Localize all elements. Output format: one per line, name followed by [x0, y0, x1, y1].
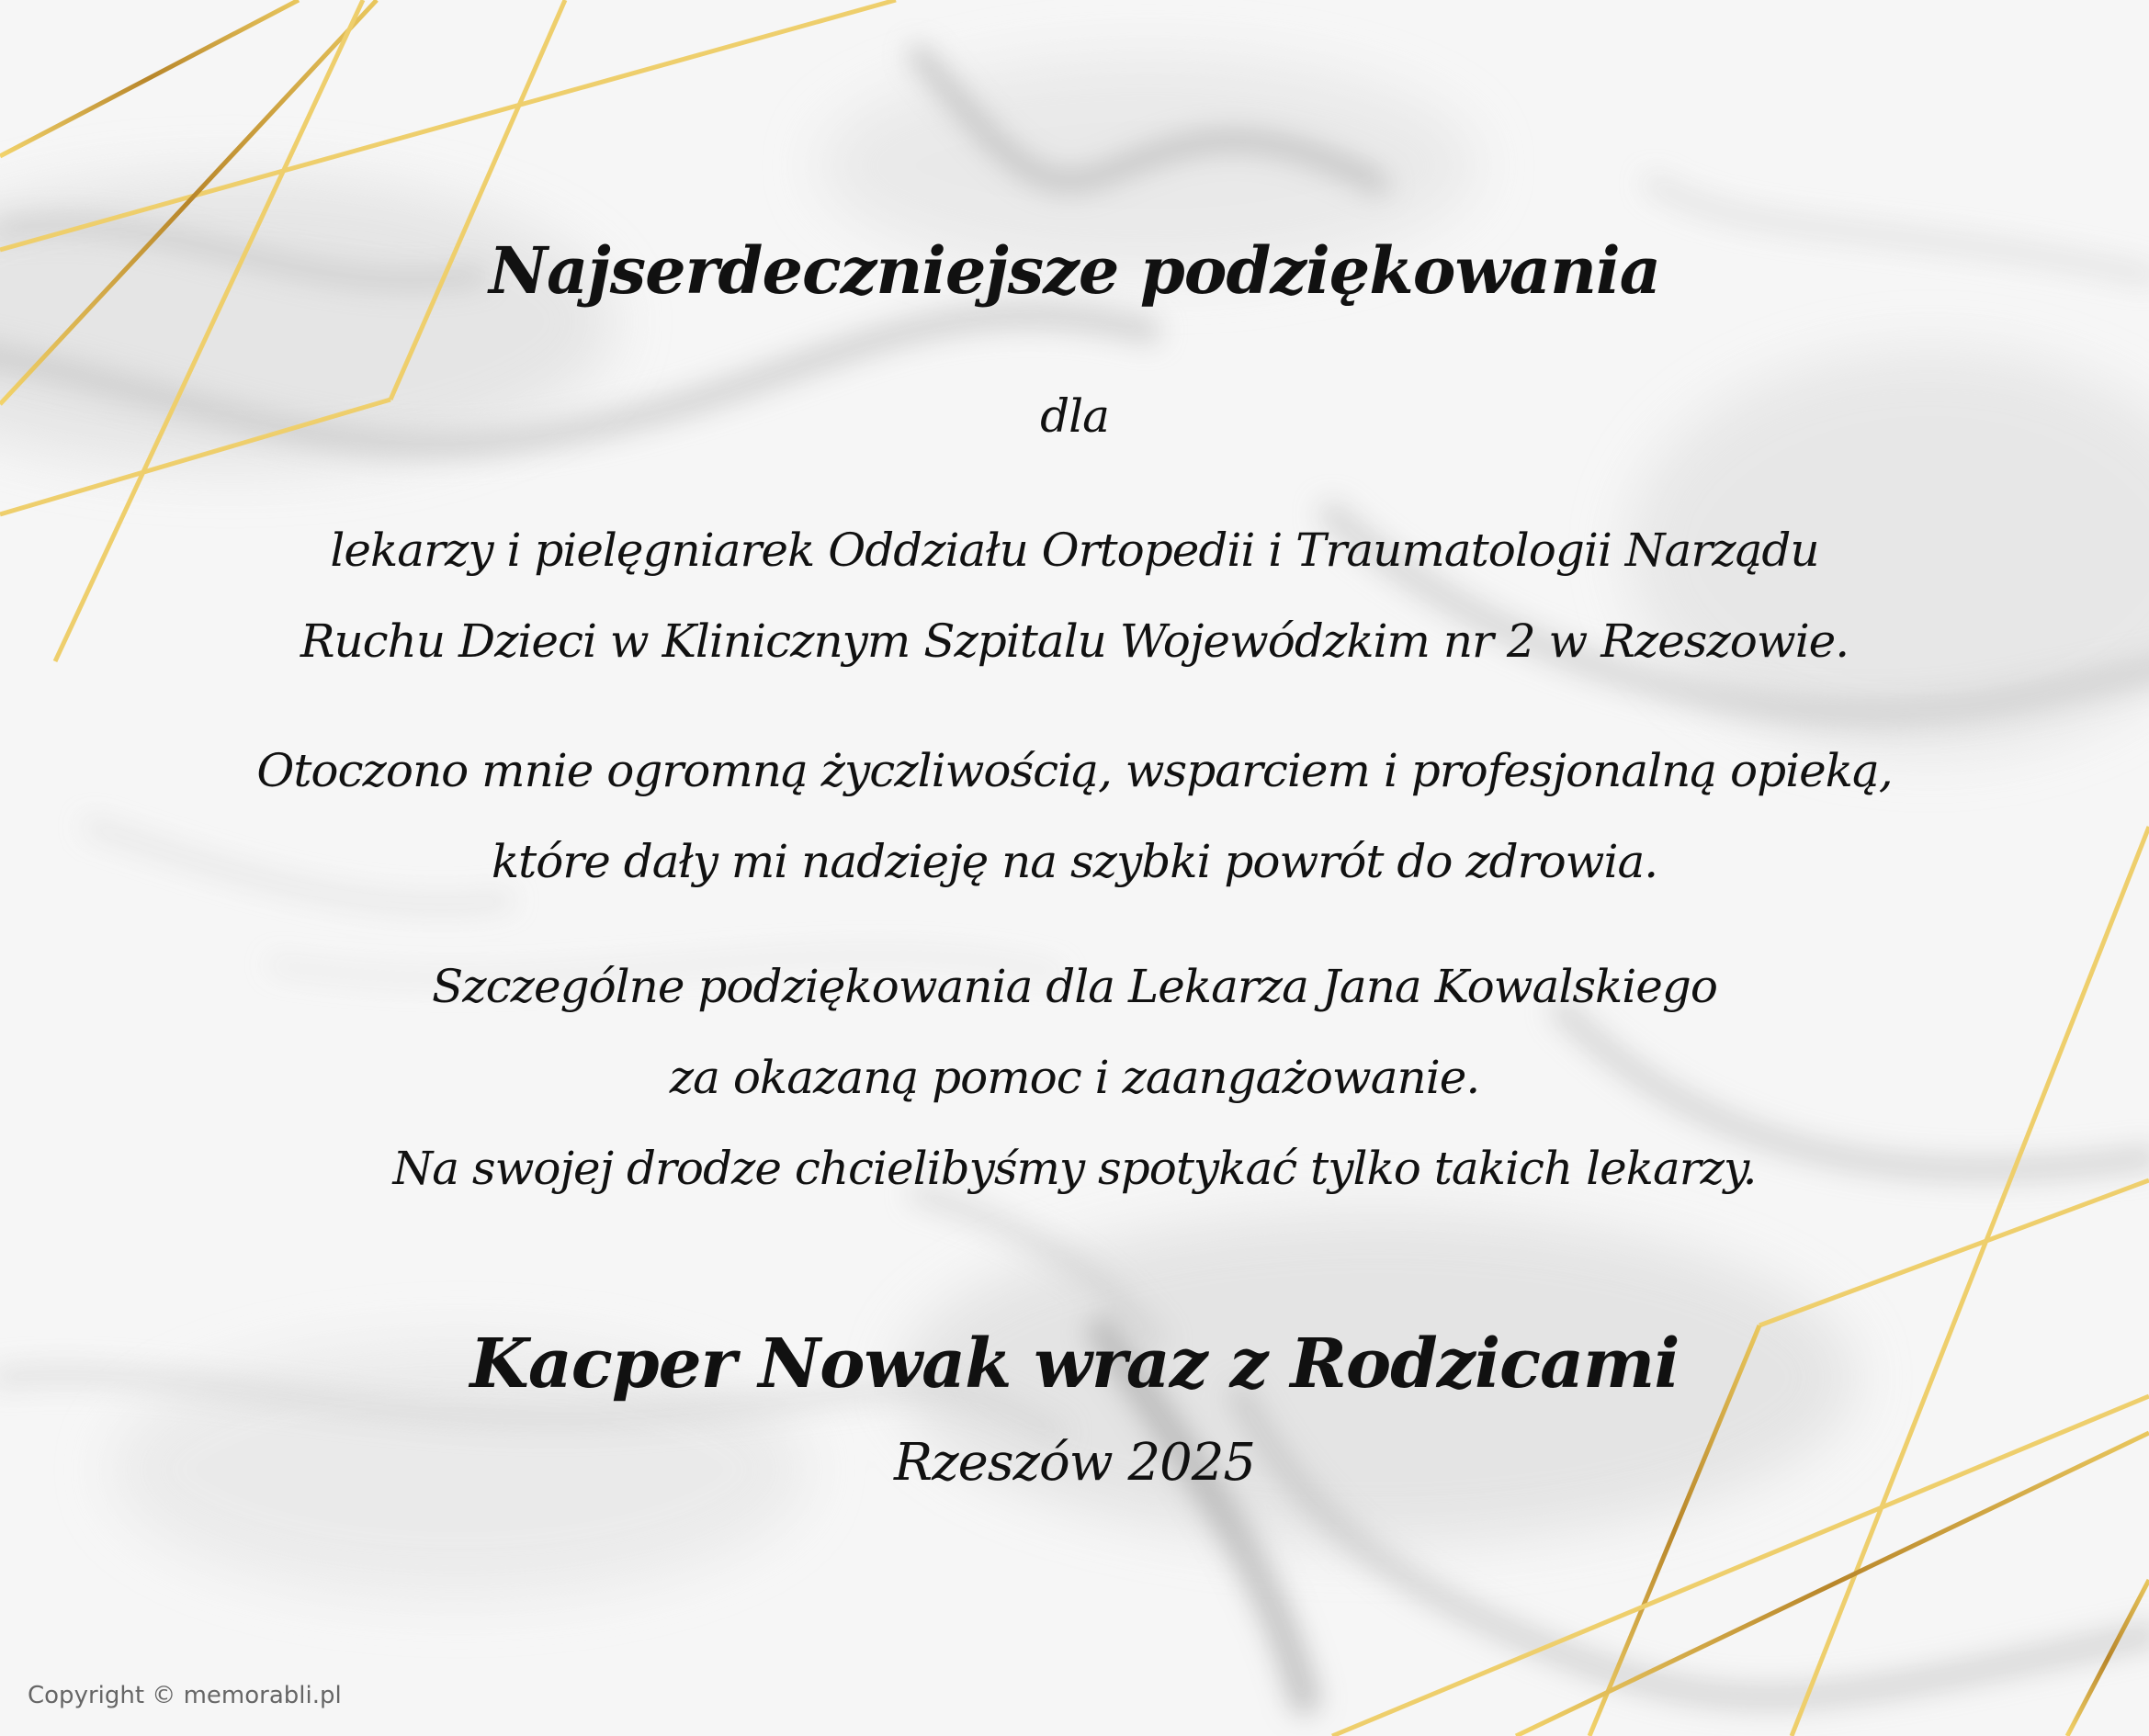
special-thanks-line: za okazaną pomoc i zaangażowanie. [669, 1051, 1480, 1104]
special-thanks-line: Szczególne podziękowania dla Lekarza Jana Kowalskiego [432, 960, 1717, 1013]
recipient-paragraph [0, 505, 2149, 687]
copyright-notice: Copyright © memorabli.pl [28, 1682, 342, 1709]
signature: Kacper Nowak wraz z Rodzicami [469, 1325, 1680, 1403]
gratitude-line: które dały mi nadzieję na szybki powrót do zdrowia. [491, 835, 1658, 888]
recipient-line: Ruchu Dzieci w Klinicznym Szpitalu Wojewódzkim nr 2 w Rzeszowie. [300, 614, 1849, 668]
recipient-line: lekarzy i pielęgniarek Oddziału Ortopedii i Traumatologii Narządu [330, 524, 1819, 577]
gratitude-paragraph [0, 726, 2149, 907]
special-thanks-paragraph [0, 941, 2149, 1214]
place-date: Rzeszów 2025 [893, 1433, 1255, 1493]
for-word: dla [1040, 389, 1109, 443]
gratitude-line: Otoczono mnie ogromną życzliwością, wsparciem i profesjonalną opieką, [256, 744, 1893, 797]
special-thanks-line: Na swojej drodze chcielibyśmy spotykać tylko takich lekarzy. [392, 1142, 1757, 1195]
card-title: Najserdeczniejsze podziękowania [489, 232, 1660, 309]
